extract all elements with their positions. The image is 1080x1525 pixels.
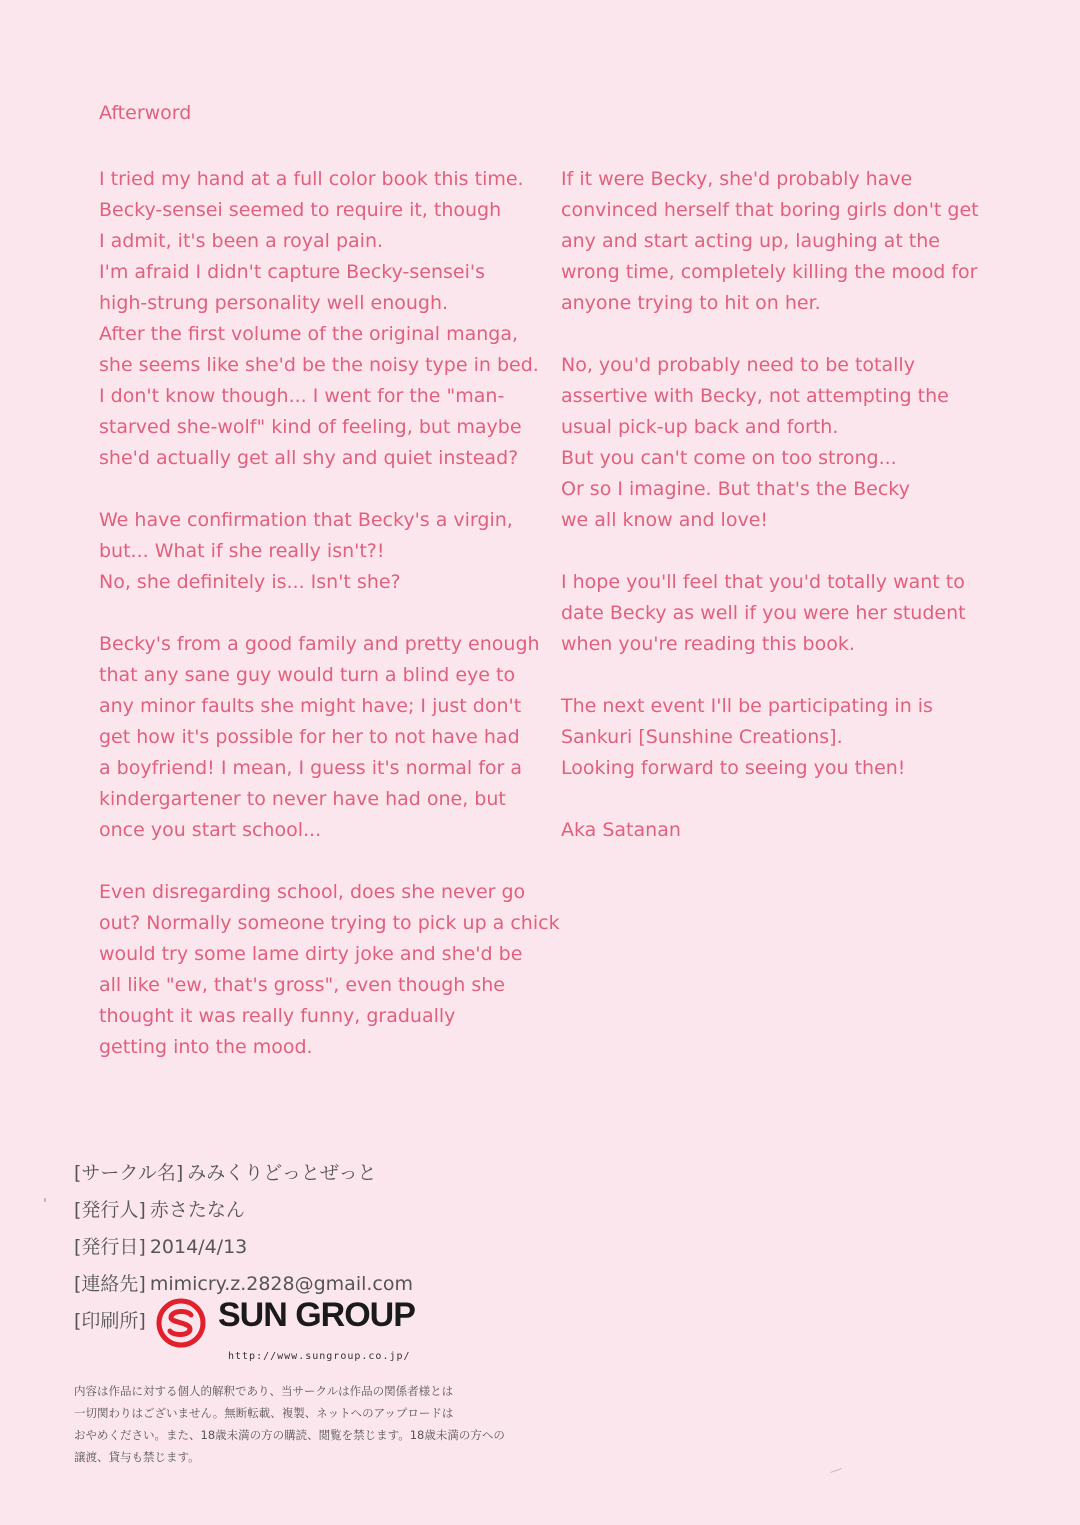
text-line: I tried my hand at a full color book this time.	[99, 168, 524, 190]
afterword-title: Afterword	[99, 102, 192, 124]
text-line: out? Normally someone trying to pick up a chick	[99, 912, 560, 934]
colophon	[74, 1158, 413, 1366]
printer-url: http://www.sungroup.co.jp/	[228, 1351, 411, 1362]
text-line: We have confirmation that Becky's a virgin,	[99, 509, 513, 531]
disclaimer-line: おやめください。また、18歳未満の方の購読、閲覧を禁じます。18歳未満の方への	[74, 1428, 505, 1442]
colophon-date-row	[74, 1232, 413, 1269]
left-paragraph	[99, 505, 539, 598]
right-paragraph	[561, 567, 981, 660]
text-line: high-strung personality well enough.	[99, 292, 449, 314]
disclaimer-line: 内容は作品に対する個人的解釈であり、当サークルは作品の関係者様とは	[74, 1384, 454, 1398]
text-line: we all know and love!	[561, 509, 768, 531]
right-paragraph	[561, 164, 981, 319]
afterword-left-column	[99, 164, 560, 1094]
circle-name: みみくりどっとぜっと	[187, 1162, 377, 1184]
contact-label: [連絡先]	[74, 1273, 146, 1295]
left-paragraph	[99, 629, 539, 846]
publisher-name: 赤さたなん	[149, 1199, 245, 1221]
text-line: I'm afraid I didn't capture Becky-sensei's	[99, 261, 485, 283]
text-line: I hope you'll feel that you'd totally want to	[561, 571, 965, 593]
text-line: usual pick-up back and forth.	[561, 416, 839, 438]
text-line: Aka Satanan	[561, 819, 681, 841]
text-line: that any sane guy would turn a blind eye to	[99, 664, 516, 686]
text-line: convinced herself that boring girls don't get	[561, 199, 979, 221]
text-line: would try some lame dirty joke and she'd be	[99, 943, 523, 965]
scan-speck	[830, 1468, 842, 1473]
text-line: get how it's possible for her to not have had	[99, 726, 520, 748]
text-line: when you're reading this book.	[561, 633, 855, 655]
text-line: all like "ew, that's gross", even though she	[99, 974, 505, 996]
colophon-publisher-row	[74, 1195, 413, 1232]
text-line: Becky-sensei seemed to require it, though	[99, 199, 502, 221]
left-paragraph	[99, 877, 560, 1063]
date-label: [発行日]	[74, 1236, 146, 1258]
afterword-right-column	[561, 164, 981, 877]
text-line: Becky's from a good family and pretty enough	[99, 633, 540, 655]
disclaimer-line: 一切関わりはございません。無断転載、複製、ネットへのアップロードは	[74, 1406, 454, 1420]
text-line: any minor faults she might have; I just don't	[99, 695, 522, 717]
text-line: Sankuri [Sunshine Creations].	[561, 726, 843, 748]
left-paragraph	[99, 164, 539, 474]
sun-group-logo-icon	[156, 1298, 206, 1348]
contact-email: mimicry.z.2828@gmail.com	[149, 1273, 413, 1295]
text-line: kindergartener to never have had one, but	[99, 788, 506, 810]
publication-date: 2014/4/13	[149, 1236, 248, 1258]
text-line: thought it was really funny, gradually	[99, 1005, 456, 1027]
text-line: I don't know though... I went for the "man-	[99, 385, 505, 407]
text-line: anyone trying to hit on her.	[561, 292, 821, 314]
text-line: No, she definitely is... Isn't she?	[99, 571, 401, 593]
right-paragraph	[561, 815, 981, 846]
sun-group-logo	[156, 1298, 516, 1360]
text-line: Or so I imagine. But that's the Becky	[561, 478, 910, 500]
text-line: The next event I'll be participating in is	[561, 695, 933, 717]
colophon-printer-row	[74, 1296, 415, 1366]
text-line: Looking forward to seeing you then!	[561, 757, 906, 779]
text-line: getting into the mood.	[99, 1036, 313, 1058]
text-line: but... What if she really isn't?!	[99, 540, 385, 562]
text-line: But you can't come on too strong...	[561, 447, 897, 469]
text-line: After the first volume of the original manga,	[99, 323, 519, 345]
printer-name: SUN GROUP	[218, 1296, 415, 1334]
text-line: date Becky as well if you were her student	[561, 602, 966, 624]
text-line: once you start school...	[99, 819, 322, 841]
printer-label: [印刷所]	[74, 1310, 146, 1332]
right-paragraph	[561, 691, 981, 784]
text-line: If it were Becky, she'd probably have	[561, 168, 913, 190]
publisher-label: [発行人]	[74, 1199, 146, 1221]
scan-speck	[44, 1198, 46, 1202]
text-line: Even disregarding school, does she never go	[99, 881, 526, 903]
right-paragraph	[561, 350, 981, 536]
text-line: wrong time, completely killing the mood for	[561, 261, 978, 283]
text-line: No, you'd probably need to be totally	[561, 354, 915, 376]
text-line: she seems like she'd be the noisy type in bed.	[99, 354, 539, 376]
text-line: starved she-wolf" kind of feeling, but maybe	[99, 416, 522, 438]
text-line: assertive with Becky, not attempting the	[561, 385, 949, 407]
disclaimer-line: 譲渡、貸与も禁じます。	[74, 1450, 200, 1464]
text-line: I admit, it's been a royal pain.	[99, 230, 384, 252]
text-line: any and start acting up, laughing at the	[561, 230, 940, 252]
text-line: she'd actually get all shy and quiet instead?	[99, 447, 519, 469]
disclaimer	[74, 1380, 504, 1468]
colophon-circle-row	[74, 1158, 413, 1195]
text-line: a boyfriend! I mean, I guess it's normal for a	[99, 757, 523, 779]
circle-label: [サークル名]	[74, 1162, 184, 1184]
